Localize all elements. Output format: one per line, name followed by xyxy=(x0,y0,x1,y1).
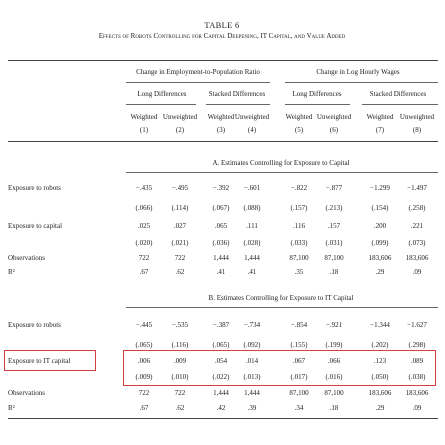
table-cell: .089 xyxy=(410,357,424,365)
column-label: Weighted xyxy=(366,113,394,121)
column-number: (6) xyxy=(329,126,339,134)
table-cell: (.020) xyxy=(135,239,153,247)
column-label: Unweighted xyxy=(316,113,352,121)
header-subgroup: Long Differences xyxy=(292,90,342,98)
table-cell: (.154) xyxy=(371,204,389,212)
table-cell: (.116) xyxy=(171,341,189,349)
table-cell: .29 xyxy=(375,404,385,412)
table-cell: (.099) xyxy=(371,239,389,247)
table-cell: −.445 xyxy=(135,321,153,329)
table-cell: (.298) xyxy=(408,341,426,349)
table-cell: −.734 xyxy=(243,321,261,329)
table-cell: .027 xyxy=(173,222,187,230)
panel-b-title-rule xyxy=(126,307,438,308)
top-rule xyxy=(8,60,438,61)
table-cell: 722 xyxy=(174,389,186,397)
row-label: Exposure to robots xyxy=(8,184,61,192)
row-label: R² xyxy=(8,268,15,276)
subgroup-rule xyxy=(206,104,270,105)
table-cell: (.021) xyxy=(171,239,189,247)
group2-rule xyxy=(285,82,438,83)
table-cell: .200 xyxy=(373,222,387,230)
table-cell: 87,100 xyxy=(324,389,344,397)
table-cell: (.009) xyxy=(135,373,153,381)
table-cell: .29 xyxy=(375,268,385,276)
table-cell: .014 xyxy=(245,357,259,365)
table-cell: .34 xyxy=(294,404,304,412)
table-cell: −1.299 xyxy=(370,184,390,192)
table-cell: .42 xyxy=(216,404,226,412)
table-cell: .67 xyxy=(139,268,149,276)
table-cell: 1,444 xyxy=(213,389,229,397)
table-cell: .123 xyxy=(373,357,387,365)
table-cell: .35 xyxy=(294,268,304,276)
table-cell: .006 xyxy=(137,357,151,365)
table-cell: .09 xyxy=(412,268,422,276)
table-cell: 722 xyxy=(138,389,150,397)
table-title: Effects of Robots Controlling for Capital Deepening, IT Capital, and Value Added xyxy=(98,32,346,40)
table-cell: .18 xyxy=(329,404,339,412)
subgroup-rule xyxy=(126,104,196,105)
table-cell: 722 xyxy=(138,254,150,262)
column-number: (2) xyxy=(175,126,185,134)
table-cell: −.387 xyxy=(212,321,230,329)
row-label: Exposure to robots xyxy=(8,321,61,329)
highlight-values-box xyxy=(123,350,436,386)
table-cell: (.073) xyxy=(408,239,426,247)
table-cell: 722 xyxy=(174,254,186,262)
table-cell: 183,606 xyxy=(405,389,429,397)
panel-a-title: A. Estimates Controlling for Exposure to Capital xyxy=(212,159,350,167)
table-cell: −1.344 xyxy=(370,321,390,329)
table-cell: 183,606 xyxy=(405,254,429,262)
group1-rule xyxy=(126,82,270,83)
column-number: (3) xyxy=(216,126,226,134)
table-cell: (.088) xyxy=(243,204,261,212)
table-cell: 1,444 xyxy=(244,254,260,262)
table-cell: .67 xyxy=(139,404,149,412)
table-cell: (.092) xyxy=(243,341,261,349)
column-label: Weighted xyxy=(285,113,313,121)
table-cell: .116 xyxy=(293,222,305,230)
panel-a-title-rule xyxy=(126,172,438,173)
table-cell: .067 xyxy=(292,357,306,365)
table-cell: −.601 xyxy=(243,184,261,192)
table-cell: .41 xyxy=(247,268,257,276)
table-cell: (.033) xyxy=(290,239,308,247)
table-cell: (.013) xyxy=(243,373,261,381)
table-cell: .62 xyxy=(175,404,185,412)
table-cell: −1.497 xyxy=(407,184,427,192)
column-label: Unweighted xyxy=(162,113,198,121)
table-cell: −.535 xyxy=(171,321,189,329)
row-label: Exposure to capital xyxy=(8,222,63,230)
table-cell: (.065) xyxy=(212,341,230,349)
table-cell: −.822 xyxy=(290,184,308,192)
table-cell: .009 xyxy=(173,357,187,365)
table-cell: (.065) xyxy=(135,341,153,349)
table-cell: (.199) xyxy=(325,341,343,349)
table-cell: (.066) xyxy=(135,204,153,212)
table-cell: (.028) xyxy=(243,239,261,247)
table-cell: .054 xyxy=(214,357,228,365)
column-label: Unweighted xyxy=(234,113,270,121)
table-cell: 1,444 xyxy=(244,389,260,397)
table-cell: (.017) xyxy=(290,373,308,381)
column-number: (1) xyxy=(139,126,149,134)
column-label: Weighted xyxy=(130,113,158,121)
table-cell: −.495 xyxy=(171,184,189,192)
highlight-label-box xyxy=(4,350,96,371)
table-cell: (.022) xyxy=(212,373,230,381)
subgroup-rule xyxy=(362,104,438,105)
bottom-rule xyxy=(8,418,438,419)
table-cell: .41 xyxy=(216,268,226,276)
table-cell: (.157) xyxy=(290,204,308,212)
row-label: Exposure to IT capital xyxy=(8,357,71,365)
table-cell: −.435 xyxy=(135,184,153,192)
table-cell: (.031) xyxy=(325,239,343,247)
column-number: (4) xyxy=(247,126,257,134)
row-label: Observations xyxy=(8,254,45,262)
table-cell: .065 xyxy=(214,222,228,230)
table-cell: 87,100 xyxy=(289,389,309,397)
table-cell: (.010) xyxy=(171,373,189,381)
column-label: Weighted xyxy=(207,113,235,121)
row-label: Observations xyxy=(8,389,45,397)
table-cell: .066 xyxy=(327,357,341,365)
table-cell: .09 xyxy=(412,404,422,412)
table-cell: 183,606 xyxy=(368,254,392,262)
table-cell: −.877 xyxy=(325,184,343,192)
subgroup-rule xyxy=(285,104,350,105)
table-cell: .39 xyxy=(247,404,257,412)
table-cell: .221 xyxy=(410,222,424,230)
table-cell: −1.627 xyxy=(407,321,427,329)
table-cell: (.050) xyxy=(371,373,389,381)
table-cell: 1,444 xyxy=(213,254,229,262)
table-cell: 87,100 xyxy=(324,254,344,262)
header-group-wages: Change in Log Hourly Wages xyxy=(316,68,400,76)
table-cell: .025 xyxy=(137,222,151,230)
column-label: Unweighted xyxy=(399,113,435,121)
panel-b-title: B. Estimates Controlling for Exposure to IT Capital xyxy=(208,294,354,302)
table-cell: −.854 xyxy=(290,321,308,329)
table-cell: (.067) xyxy=(212,204,230,212)
table-cell: (.016) xyxy=(325,373,343,381)
header-subgroup: Stacked Differences xyxy=(369,90,427,98)
table-cell: .62 xyxy=(175,268,185,276)
table-cell: −.921 xyxy=(325,321,343,329)
table-cell: (.213) xyxy=(325,204,343,212)
table-cell: .157 xyxy=(327,222,341,230)
table-cell: 87,100 xyxy=(289,254,309,262)
column-number: (5) xyxy=(294,126,304,134)
table-cell: 183,606 xyxy=(368,389,392,397)
table-cell: (.155) xyxy=(290,341,308,349)
table-cell: (.036) xyxy=(212,239,230,247)
table-cell: (.114) xyxy=(171,204,189,212)
column-number: (7) xyxy=(375,126,385,134)
table-number: TABLE 6 xyxy=(204,20,240,30)
table-cell: .111 xyxy=(246,222,258,230)
header-bottom-rule xyxy=(8,141,438,142)
header-subgroup: Stacked Differences xyxy=(208,90,266,98)
header-group-employment: Change in Employment-to-Population Ratio xyxy=(136,68,260,76)
row-label: R² xyxy=(8,404,15,412)
table-cell: −.392 xyxy=(212,184,230,192)
header-subgroup: Long Differences xyxy=(137,90,187,98)
table-cell: (.038) xyxy=(408,373,426,381)
table-cell: .18 xyxy=(329,268,339,276)
table-cell: (.258) xyxy=(408,204,426,212)
table-cell: (.202) xyxy=(371,341,389,349)
column-number: (8) xyxy=(412,126,422,134)
